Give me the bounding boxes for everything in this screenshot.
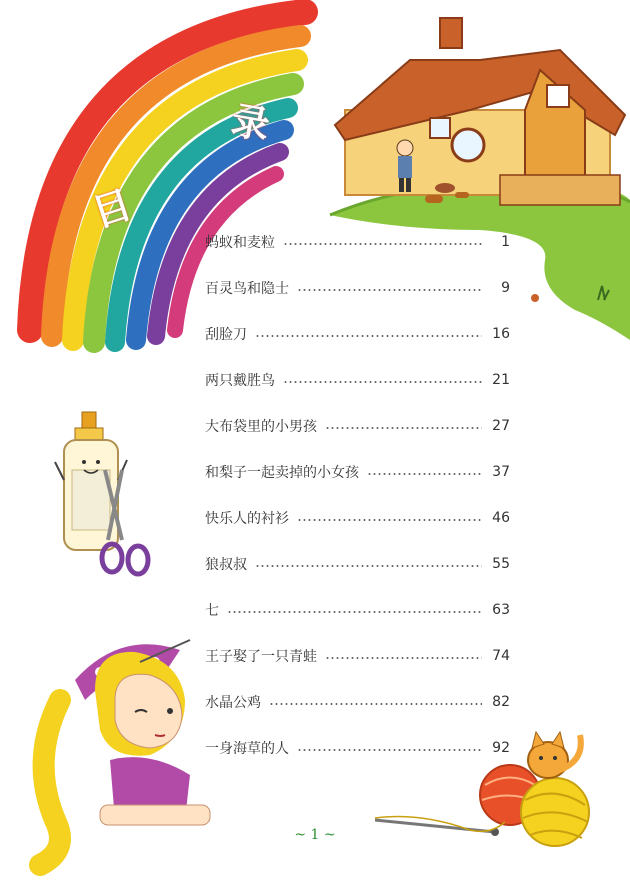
toc-entry-page: 37 [492, 464, 510, 480]
toc-entry[interactable] [205, 460, 510, 484]
toc-entry-title: 蚂蚁和麦粒 [205, 235, 275, 251]
toc-entry-page: 9 [501, 280, 510, 296]
toc-entry-title: 王子娶了一只青蛙 [205, 649, 317, 665]
toc-entry-title: 快乐人的衬衫 [205, 511, 289, 527]
toc-entry-title: 两只戴胜鸟 [205, 373, 275, 389]
toc-entry-page: 82 [492, 694, 510, 710]
dot-leader [325, 657, 482, 659]
toc-entry-page: 63 [492, 602, 510, 618]
page-number: ~ 1 ~ [294, 827, 336, 843]
toc-entry-page: 46 [492, 510, 510, 526]
toc-entry-title: 一身海草的人 [205, 741, 289, 757]
toc-entry[interactable] [205, 552, 510, 576]
toc-entry-title: 七 [205, 603, 219, 619]
toc-entry[interactable] [205, 506, 510, 530]
title-char-mu: 目 [87, 182, 137, 236]
dot-leader [297, 519, 482, 521]
toc-entry-page: 27 [492, 418, 510, 434]
toc-entry-title: 狼叔叔 [205, 557, 247, 573]
toc-entry[interactable] [205, 322, 510, 346]
toc-entry[interactable] [205, 690, 510, 714]
toc-entry-title: 大布袋里的小男孩 [205, 419, 317, 435]
toc-entry-title: 百灵鸟和隐士 [205, 281, 289, 297]
toc-entry[interactable] [205, 276, 510, 300]
dot-leader [367, 473, 482, 475]
toc-entry[interactable] [205, 736, 510, 760]
dot-leader [283, 243, 482, 245]
toc-entry[interactable] [205, 598, 510, 622]
toc-entry[interactable] [205, 414, 510, 438]
toc-entry-page: 74 [492, 648, 510, 664]
toc-entry-page: 16 [492, 326, 510, 342]
dot-leader [297, 289, 482, 291]
dot-leader [325, 427, 482, 429]
toc-entry-title: 刮脸刀 [205, 327, 247, 343]
toc-entry[interactable] [205, 368, 510, 392]
dot-leader [269, 703, 482, 705]
lotion-bottle-illustration [55, 412, 127, 550]
dot-leader [255, 565, 482, 567]
title-char-lu: 录 [227, 97, 273, 148]
dot-leader [255, 335, 482, 337]
toc-entry[interactable] [205, 230, 510, 254]
toc-entry-title: 水晶公鸡 [205, 695, 261, 711]
toc-entry[interactable] [205, 644, 510, 668]
toc-entry-page: 55 [492, 556, 510, 572]
dot-leader [283, 381, 482, 383]
toc-entry-page: 1 [501, 234, 510, 250]
toc-entry-page: 21 [492, 372, 510, 388]
toc-entry-title: 和梨子一起卖掉的小女孩 [205, 465, 359, 481]
toc-entry-page: 92 [492, 740, 510, 756]
dot-leader [297, 749, 482, 751]
dot-leader [227, 611, 482, 613]
